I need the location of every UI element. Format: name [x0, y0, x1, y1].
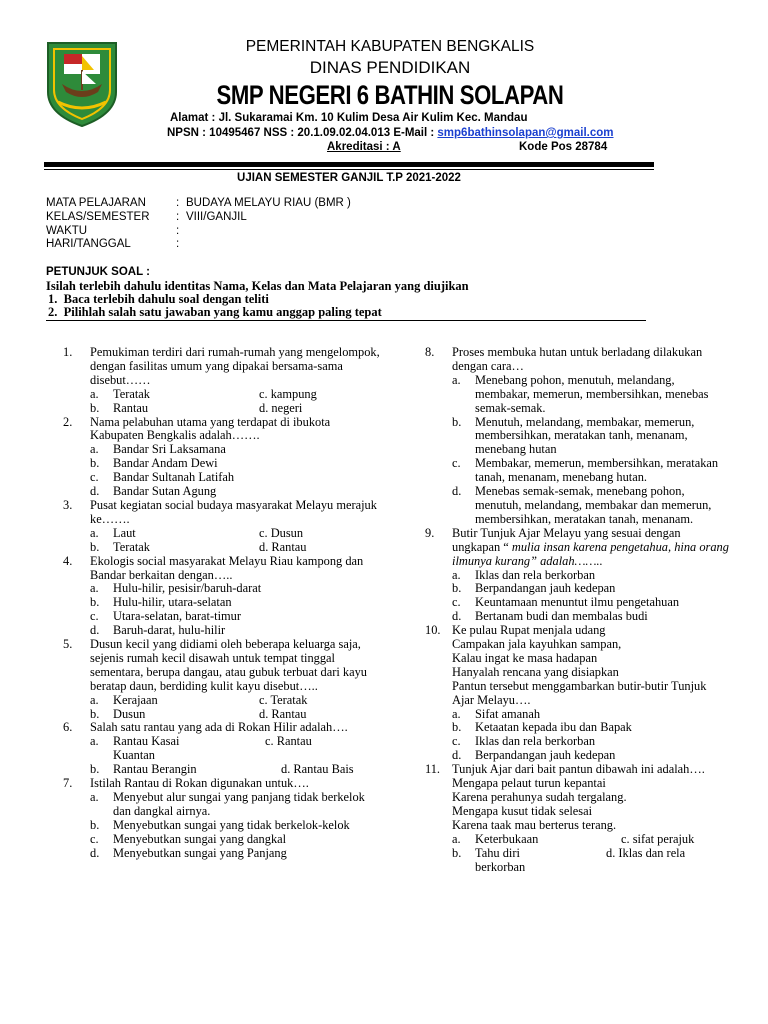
option-a[interactable] [90, 527, 259, 541]
identity-label: MATA PELAJARAN [46, 197, 146, 209]
option-d[interactable] [452, 610, 730, 624]
option-text: Membakar, memerun, membersihkan, meratakan tanah, menanam, menebang hutan. [475, 456, 719, 485]
option-letter: a. [90, 692, 99, 707]
option-b[interactable] [452, 721, 730, 735]
instruction-item [48, 305, 382, 320]
option-letter: b. [90, 400, 100, 415]
option-c[interactable] [90, 610, 383, 624]
question-prompt: Pantun tersebut menggambarkan butir-butir Tunjuk Ajar Melayu…. [452, 678, 707, 707]
option-text: Menyebutkan sungai yang Panjang [113, 845, 287, 860]
instruction-text: Pilihlah salah satu jawaban yang kamu anggap paling tepat [63, 305, 382, 319]
option-letter: b. [90, 539, 100, 554]
question-8 [425, 346, 730, 527]
option-text: Bandar Andam Dewi [113, 456, 218, 471]
email-link[interactable]: smp6bathinsolapan@gmail.com [437, 127, 614, 139]
option-letter: b. [452, 720, 462, 735]
question-number: 5. [63, 637, 73, 652]
option-a[interactable] [452, 708, 730, 722]
accreditation: Akreditasi : A [327, 141, 401, 153]
option-d[interactable] [90, 624, 383, 638]
school-address: Alamat : Jl. Sukaramai Km. 10 Kulim Desa Air Kulim Kec. Mandau [170, 112, 528, 124]
identity-label: WAKTU [46, 225, 88, 237]
question-6 [63, 721, 383, 777]
option-d[interactable]: d. Iklas dan rela [606, 845, 686, 860]
pantun-line: Mengapa pelaut turun kepantai [452, 776, 606, 791]
option-text: Keuntamaan menuntut ilmu pengetahuan [475, 595, 680, 610]
option-d[interactable]: d. Rantau [259, 539, 307, 554]
question-text: Dusun kecil yang didiami oleh beberapa keluarga saja, sejenis rumah kecil disawah untuk tempat tinggal sementara, berupa dangau, atau gubuk terbuat dari kayu beratap daun, berdiding kulit kayu disebut….. [90, 637, 367, 693]
postal-code: Kode Pos 28784 [519, 141, 608, 153]
identity-value: VIII/GANJIL [186, 211, 247, 223]
option-text: Menyebutkan sungai yang tidak berkelok-kelok [113, 817, 350, 832]
option-row [90, 388, 383, 402]
option-letter: d. [452, 484, 462, 499]
government-name: PEMERINTAH KABUPATEN BENGKALIS [245, 38, 535, 55]
option-letter: c. [90, 470, 99, 485]
bengkalis-crest-icon [44, 40, 120, 128]
option-text: Menyebut alur sungai yang panjang tidak berkelok dan dangkal airnya. [113, 790, 365, 818]
option-letter: c. [452, 595, 461, 610]
questions-left-column [63, 346, 383, 861]
option-row [90, 763, 383, 777]
option-d[interactable] [90, 847, 383, 861]
question-text [452, 624, 730, 707]
option-a[interactable] [90, 735, 259, 749]
school-registration [167, 127, 614, 139]
option-text: Berpandangan jauh kedepan [475, 581, 616, 596]
option-text: Ketaatan kepada ibu dan Bapak [475, 720, 632, 735]
identity-value: BUDAYA MELAYU RIAU (BMR ) [186, 197, 351, 209]
option-letter: b. [90, 762, 100, 777]
option-text: Menebas semak-semak, menebang pohon, menutuh, melandang, membakar dan memerun, membersihkan, meratakan tanah, menanam. [475, 484, 712, 526]
option-letter: a. [90, 790, 99, 804]
option-text: berkorban [475, 859, 526, 874]
option-letter: d. [90, 845, 100, 860]
option-a-continued [90, 749, 383, 763]
question-text: Pusat kegiatan social budaya masyarakat Melayu merajuk ke……. [90, 497, 377, 526]
option-c[interactable]: c. Teratak [259, 692, 308, 707]
identity-colon: : [176, 197, 180, 209]
option-text: Menebang pohon, menutuh, melandang, membakar, memerun, membersihkan, menebas semak-semak. [475, 372, 709, 415]
option-text: Laut [113, 525, 136, 540]
option-d[interactable]: d. negeri [259, 400, 303, 415]
option-c[interactable]: c. kampung [259, 386, 317, 401]
pantun-line: Karena perahunya sudah tergalang. [452, 790, 627, 804]
option-letter: a. [90, 442, 99, 457]
question-2 [63, 416, 383, 499]
question-11 [425, 763, 730, 874]
option-letter: a. [90, 386, 99, 401]
option-text: Iklas dan rela berkorban [475, 567, 596, 582]
option-text: Rantau Berangin [113, 762, 197, 777]
option-b[interactable] [452, 847, 606, 861]
option-text: Teratak [113, 386, 150, 401]
question-prompt: Tunjuk Ajar dari bait pantun dibawah ini adalah…. [452, 762, 705, 777]
option-text: Utara-selatan, barat-timur [113, 609, 241, 624]
instructions-intro: Isilah terlebih dahulu identitas Nama, Kelas dan Mata Pelajaran yang diujikan [46, 279, 469, 293]
option-text: Kerajaan [113, 692, 158, 707]
option-b[interactable] [90, 819, 383, 833]
question-number: 10. [425, 623, 441, 638]
option-row [90, 735, 383, 749]
option-a[interactable] [90, 388, 259, 402]
questions-right-column [425, 346, 730, 874]
option-row [90, 694, 383, 708]
exam-title: UJIAN SEMESTER GANJIL T.P 2021-2022 [237, 172, 461, 184]
npsn-text: NPSN : 10495467 NSS : 20.1.09.02.04.013 E-Mail : [167, 127, 438, 139]
option-text: Sifat amanah [475, 706, 541, 721]
option-letter: d. [90, 484, 100, 499]
option-b[interactable] [90, 596, 383, 610]
question-10 [425, 624, 730, 763]
option-row [90, 541, 383, 555]
identity-row [46, 238, 186, 250]
question-number: 1. [63, 345, 73, 359]
option-letter: a. [90, 525, 99, 540]
option-letter: d. [452, 748, 462, 763]
identity-label: HARI/TANGGAL [46, 238, 131, 250]
option-b[interactable] [452, 416, 730, 458]
option-letter: a. [452, 831, 461, 846]
option-text: Teratak [113, 539, 150, 554]
option-text: Baruh-darat, hulu-hilir [113, 623, 226, 638]
question-4 [63, 555, 383, 638]
option-letter: a. [90, 581, 99, 596]
option-letter: b. [452, 581, 462, 596]
question-text-quote: mulia insan karena pengetahua, hina orang ilmunya kurang” adalah…….. [452, 539, 729, 568]
question-text: Proses membuka hutan untuk berladang dilakukan dengan cara… [452, 345, 703, 373]
option-a[interactable] [90, 694, 259, 708]
pantun-line: Karena taak mau berterus terang. [452, 817, 617, 832]
question-number: 4. [63, 553, 73, 568]
identity-colon: : [176, 238, 180, 250]
option-letter: c. [90, 609, 99, 624]
option-b[interactable] [90, 457, 383, 471]
option-letter: b. [452, 845, 462, 860]
question-text: Nama pelabuhan utama yang terdapat di ibukota Kabupaten Bengkalis adalah……. [90, 414, 331, 443]
question-3 [63, 499, 383, 555]
option-text: Rantau [113, 400, 149, 415]
question-number: 3. [63, 497, 73, 512]
question-number: 11. [425, 762, 441, 777]
option-text: Tahu diri [475, 845, 520, 860]
option-a[interactable] [90, 443, 383, 457]
question-number: 9. [425, 525, 435, 540]
question-text-plain: Butir Tunjuk Ajar Melayu yang sesuai dengan ungkapan “ [452, 525, 681, 554]
option-letter: d. [90, 623, 100, 638]
option-c[interactable]: c. Dusun [259, 525, 304, 540]
option-text: Dusun [113, 706, 146, 721]
option-text: Bandar Sri Laksamana [113, 442, 226, 457]
option-row [452, 833, 730, 847]
pantun-line: Hanyalah rencana yang disiapkan [452, 664, 619, 679]
question-number: 6. [63, 720, 73, 735]
option-letter: a. [452, 372, 461, 387]
option-a[interactable] [90, 582, 383, 596]
option-b[interactable] [90, 402, 259, 416]
option-text: Kuantan [113, 748, 155, 763]
option-text: Keterbukaan [475, 831, 539, 846]
option-d[interactable] [452, 485, 730, 527]
identity-row [46, 211, 247, 223]
header-divider-thick [44, 162, 654, 167]
option-letter: d. [452, 609, 462, 624]
option-text: Hulu-hilir, pesisir/baruh-darat [113, 581, 262, 596]
option-a[interactable] [452, 569, 730, 583]
option-text: Bertanam budi dan membalas budi [475, 609, 648, 624]
question-1 [63, 346, 383, 416]
option-letter: a. [452, 706, 461, 721]
option-letter: b. [90, 456, 100, 471]
option-d[interactable]: d. Rantau [259, 706, 307, 721]
question-text [452, 527, 730, 569]
option-c[interactable] [452, 457, 730, 485]
identity-label: KELAS/SEMESTER [46, 211, 150, 223]
question-text: Pemukiman terdiri dari rumah-rumah yang mengelompok, dengan fasilitas umum yang dipakai bersama-sama disebut…… [90, 345, 380, 387]
option-text: Rantau Kasai [113, 734, 180, 749]
option-row [90, 527, 383, 541]
option-c[interactable] [452, 735, 730, 749]
option-letter: c. [452, 734, 461, 749]
identity-colon: : [176, 211, 180, 223]
question-number: 2. [63, 414, 73, 429]
option-letter: b. [90, 595, 100, 610]
option-c[interactable]: c. Rantau [265, 734, 312, 749]
option-a[interactable] [452, 374, 730, 416]
pantun-line: Campakan jala kayuhkan sampan, [452, 637, 622, 652]
option-text: Iklas dan rela berkorban [475, 734, 596, 749]
option-c[interactable] [90, 833, 383, 847]
question-text: Ekologis social masyarakat Melayu Riau kampong dan Bandar berkaitan dengan….. [90, 553, 364, 582]
question-7 [63, 777, 383, 860]
option-row [90, 708, 383, 722]
option-a[interactable] [90, 791, 383, 819]
option-text: Bandar Sutan Agung [113, 484, 217, 499]
school-name: SMP NEGERI 6 BATHIN SOLAPAN [216, 80, 564, 110]
header-divider-thin [44, 169, 654, 170]
option-letter: c. [452, 456, 461, 471]
option-d[interactable] [452, 749, 730, 763]
option-b[interactable] [90, 763, 259, 777]
option-text: Bandar Sultanah Latifah [113, 470, 235, 485]
option-text: Berpandangan jauh kedepan [475, 748, 616, 763]
option-text: Hulu-hilir, utara-selatan [113, 595, 232, 610]
question-9 [425, 527, 730, 624]
instruction-number: 1. [48, 292, 58, 306]
option-row [452, 847, 730, 861]
option-d[interactable] [90, 485, 383, 499]
instructions-label: PETUNJUK SOAL : [46, 266, 150, 278]
option-letter: b. [90, 706, 100, 721]
question-text: Istilah Rantau di Rokan digunakan untuk…. [90, 776, 309, 791]
pantun-line: Ke pulau Rupat menjala udang [452, 623, 606, 638]
option-letter: a. [452, 567, 461, 582]
option-text: Menyebutkan sungai yang dangkal [113, 831, 287, 846]
identity-row [46, 225, 186, 237]
option-row [90, 402, 383, 416]
pantun-line: Kalau ingat ke masa hadapan [452, 650, 598, 665]
pantun-line: Mengapa kusut tidak selesai [452, 803, 593, 818]
question-number: 7. [63, 776, 73, 791]
option-letter: b. [452, 414, 462, 429]
option-b[interactable] [90, 541, 259, 555]
identity-colon: : [176, 225, 180, 237]
option-letter: c. [90, 831, 99, 846]
option-c[interactable] [90, 471, 383, 485]
option-b[interactable] [90, 708, 259, 722]
option-b[interactable] [452, 582, 730, 596]
question-text: Salah satu rantau yang ada di Rokan Hilir adalah…. [90, 720, 348, 735]
option-c[interactable]: c. sifat perajuk [621, 831, 695, 846]
question-text [452, 763, 730, 833]
instruction-number: 2. [48, 305, 58, 319]
department-name: DINAS PENDIDIKAN [309, 58, 471, 77]
instructions-divider [46, 320, 646, 321]
option-a[interactable] [452, 833, 621, 847]
question-number: 8. [425, 345, 435, 359]
identity-row [46, 197, 351, 209]
option-d[interactable]: d. Rantau Bais [281, 762, 354, 777]
instruction-text: Baca terlebih dahulu soal dengan teliti [63, 292, 269, 306]
question-5 [63, 638, 383, 721]
option-letter: a. [90, 734, 99, 749]
option-letter: b. [90, 817, 100, 832]
option-text: Menutuh, melandang, membakar, memerun, membersihkan, meratakan tanh, menanam, menebang hutan [475, 414, 695, 457]
option-d-continued [452, 861, 730, 875]
option-c[interactable] [452, 596, 730, 610]
